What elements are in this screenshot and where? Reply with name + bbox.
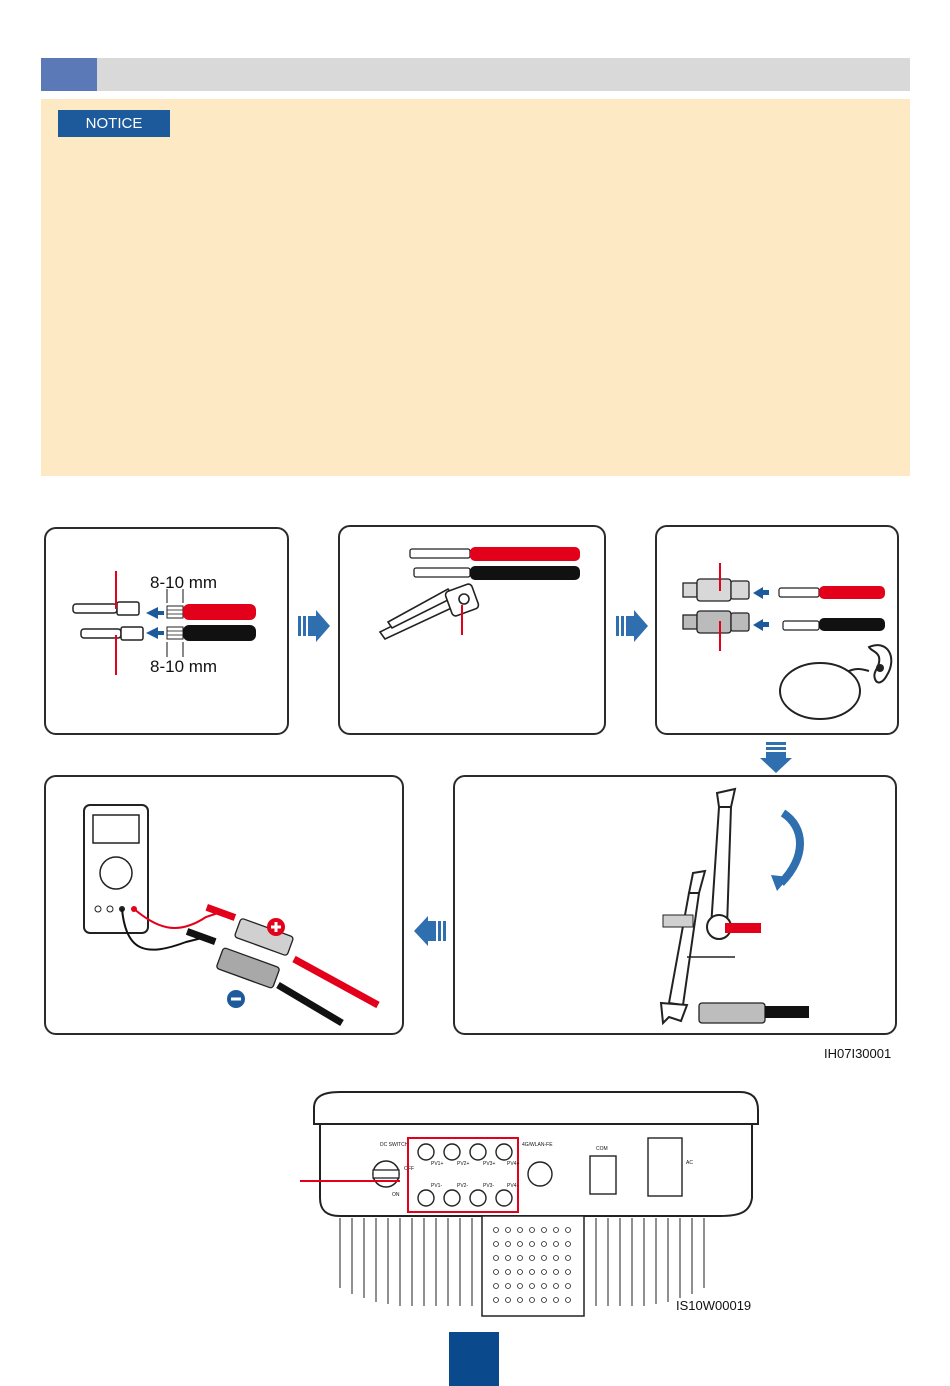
step-arrow-right-icon — [616, 610, 648, 642]
notice-label: NOTICE — [58, 110, 170, 137]
pv-label: PV3+ — [483, 1161, 496, 1167]
step-tighten-locknut — [453, 775, 897, 1035]
section-number-block — [41, 58, 97, 91]
step-measure-voltage — [44, 775, 404, 1035]
pv-label: PV4- — [507, 1183, 519, 1189]
minus-sign-icon — [227, 990, 245, 1008]
pv-label: PV2+ — [457, 1161, 470, 1167]
on-label: ON — [392, 1192, 400, 1198]
step-strip-cables — [44, 527, 289, 735]
crimp-drawing — [340, 527, 608, 737]
step-insert-contacts — [655, 525, 899, 735]
red-cable — [183, 604, 256, 620]
com-label: COM — [596, 1146, 608, 1152]
click-sound-bubble-icon — [780, 663, 869, 719]
com-port — [590, 1156, 616, 1194]
pv-label: PV1- — [431, 1183, 443, 1189]
dc-switch — [373, 1161, 399, 1187]
pv-label: PV4+ — [507, 1161, 520, 1167]
black-cable — [470, 566, 580, 580]
page-number-block — [449, 1332, 499, 1386]
strip-length-top: 8-10 mm — [150, 573, 218, 592]
positive-connector — [683, 579, 749, 601]
dc-switch-label: DC SWITCH — [380, 1142, 409, 1148]
tighten-drawing — [455, 777, 899, 1037]
positive-connector — [234, 918, 293, 956]
multimeter-icon — [84, 805, 148, 933]
insert-drawing — [657, 527, 901, 737]
ac-port — [648, 1138, 682, 1196]
figure-code: IS10W00019 — [676, 1298, 752, 1313]
ac-label: AC — [686, 1160, 693, 1166]
step-arrow-left-icon — [414, 916, 446, 946]
negative-connector — [699, 1003, 765, 1023]
pv-label: PV2- — [457, 1183, 469, 1189]
pv-label: PV3- — [483, 1183, 495, 1189]
metal-contact-positive — [73, 602, 139, 615]
insert-arrow-icon — [753, 587, 763, 599]
black-cable — [183, 625, 256, 641]
insert-arrow-icon — [146, 607, 158, 619]
crimping-tool — [380, 583, 480, 639]
red-cable — [725, 923, 761, 933]
port-4g-label: 4G/WLAN-FE — [522, 1142, 553, 1148]
step-arrow-down-icon — [760, 742, 792, 773]
negative-connector — [216, 947, 280, 988]
insert-arrow-icon — [753, 619, 763, 631]
notice-box — [41, 99, 910, 476]
section-header-bar — [41, 58, 910, 91]
strip-cables-drawing — [46, 529, 291, 737]
plus-sign-icon — [267, 918, 285, 936]
figure-code: IH07I30001 — [824, 1046, 892, 1061]
step-arrow-right-icon — [298, 610, 330, 642]
black-cable — [765, 1006, 809, 1018]
insert-arrow-icon — [146, 627, 158, 639]
ear-icon — [869, 645, 891, 682]
metal-contact-negative — [81, 627, 143, 640]
inverter-drawing — [300, 1088, 760, 1328]
black-cable — [278, 985, 342, 1023]
step-crimp-contacts — [338, 525, 606, 735]
strip-length-bottom: 8-10 mm — [150, 657, 218, 676]
off-label: OFF — [404, 1166, 414, 1172]
inverter-bottom-view — [300, 1088, 760, 1328]
antenna-port — [528, 1162, 552, 1186]
negative-connector — [683, 611, 749, 633]
red-cable — [470, 547, 580, 561]
rotate-arrow-icon — [781, 813, 800, 883]
measure-drawing — [46, 777, 406, 1037]
pv-label: PV1+ — [431, 1161, 444, 1167]
wrench-tool — [661, 789, 735, 1023]
